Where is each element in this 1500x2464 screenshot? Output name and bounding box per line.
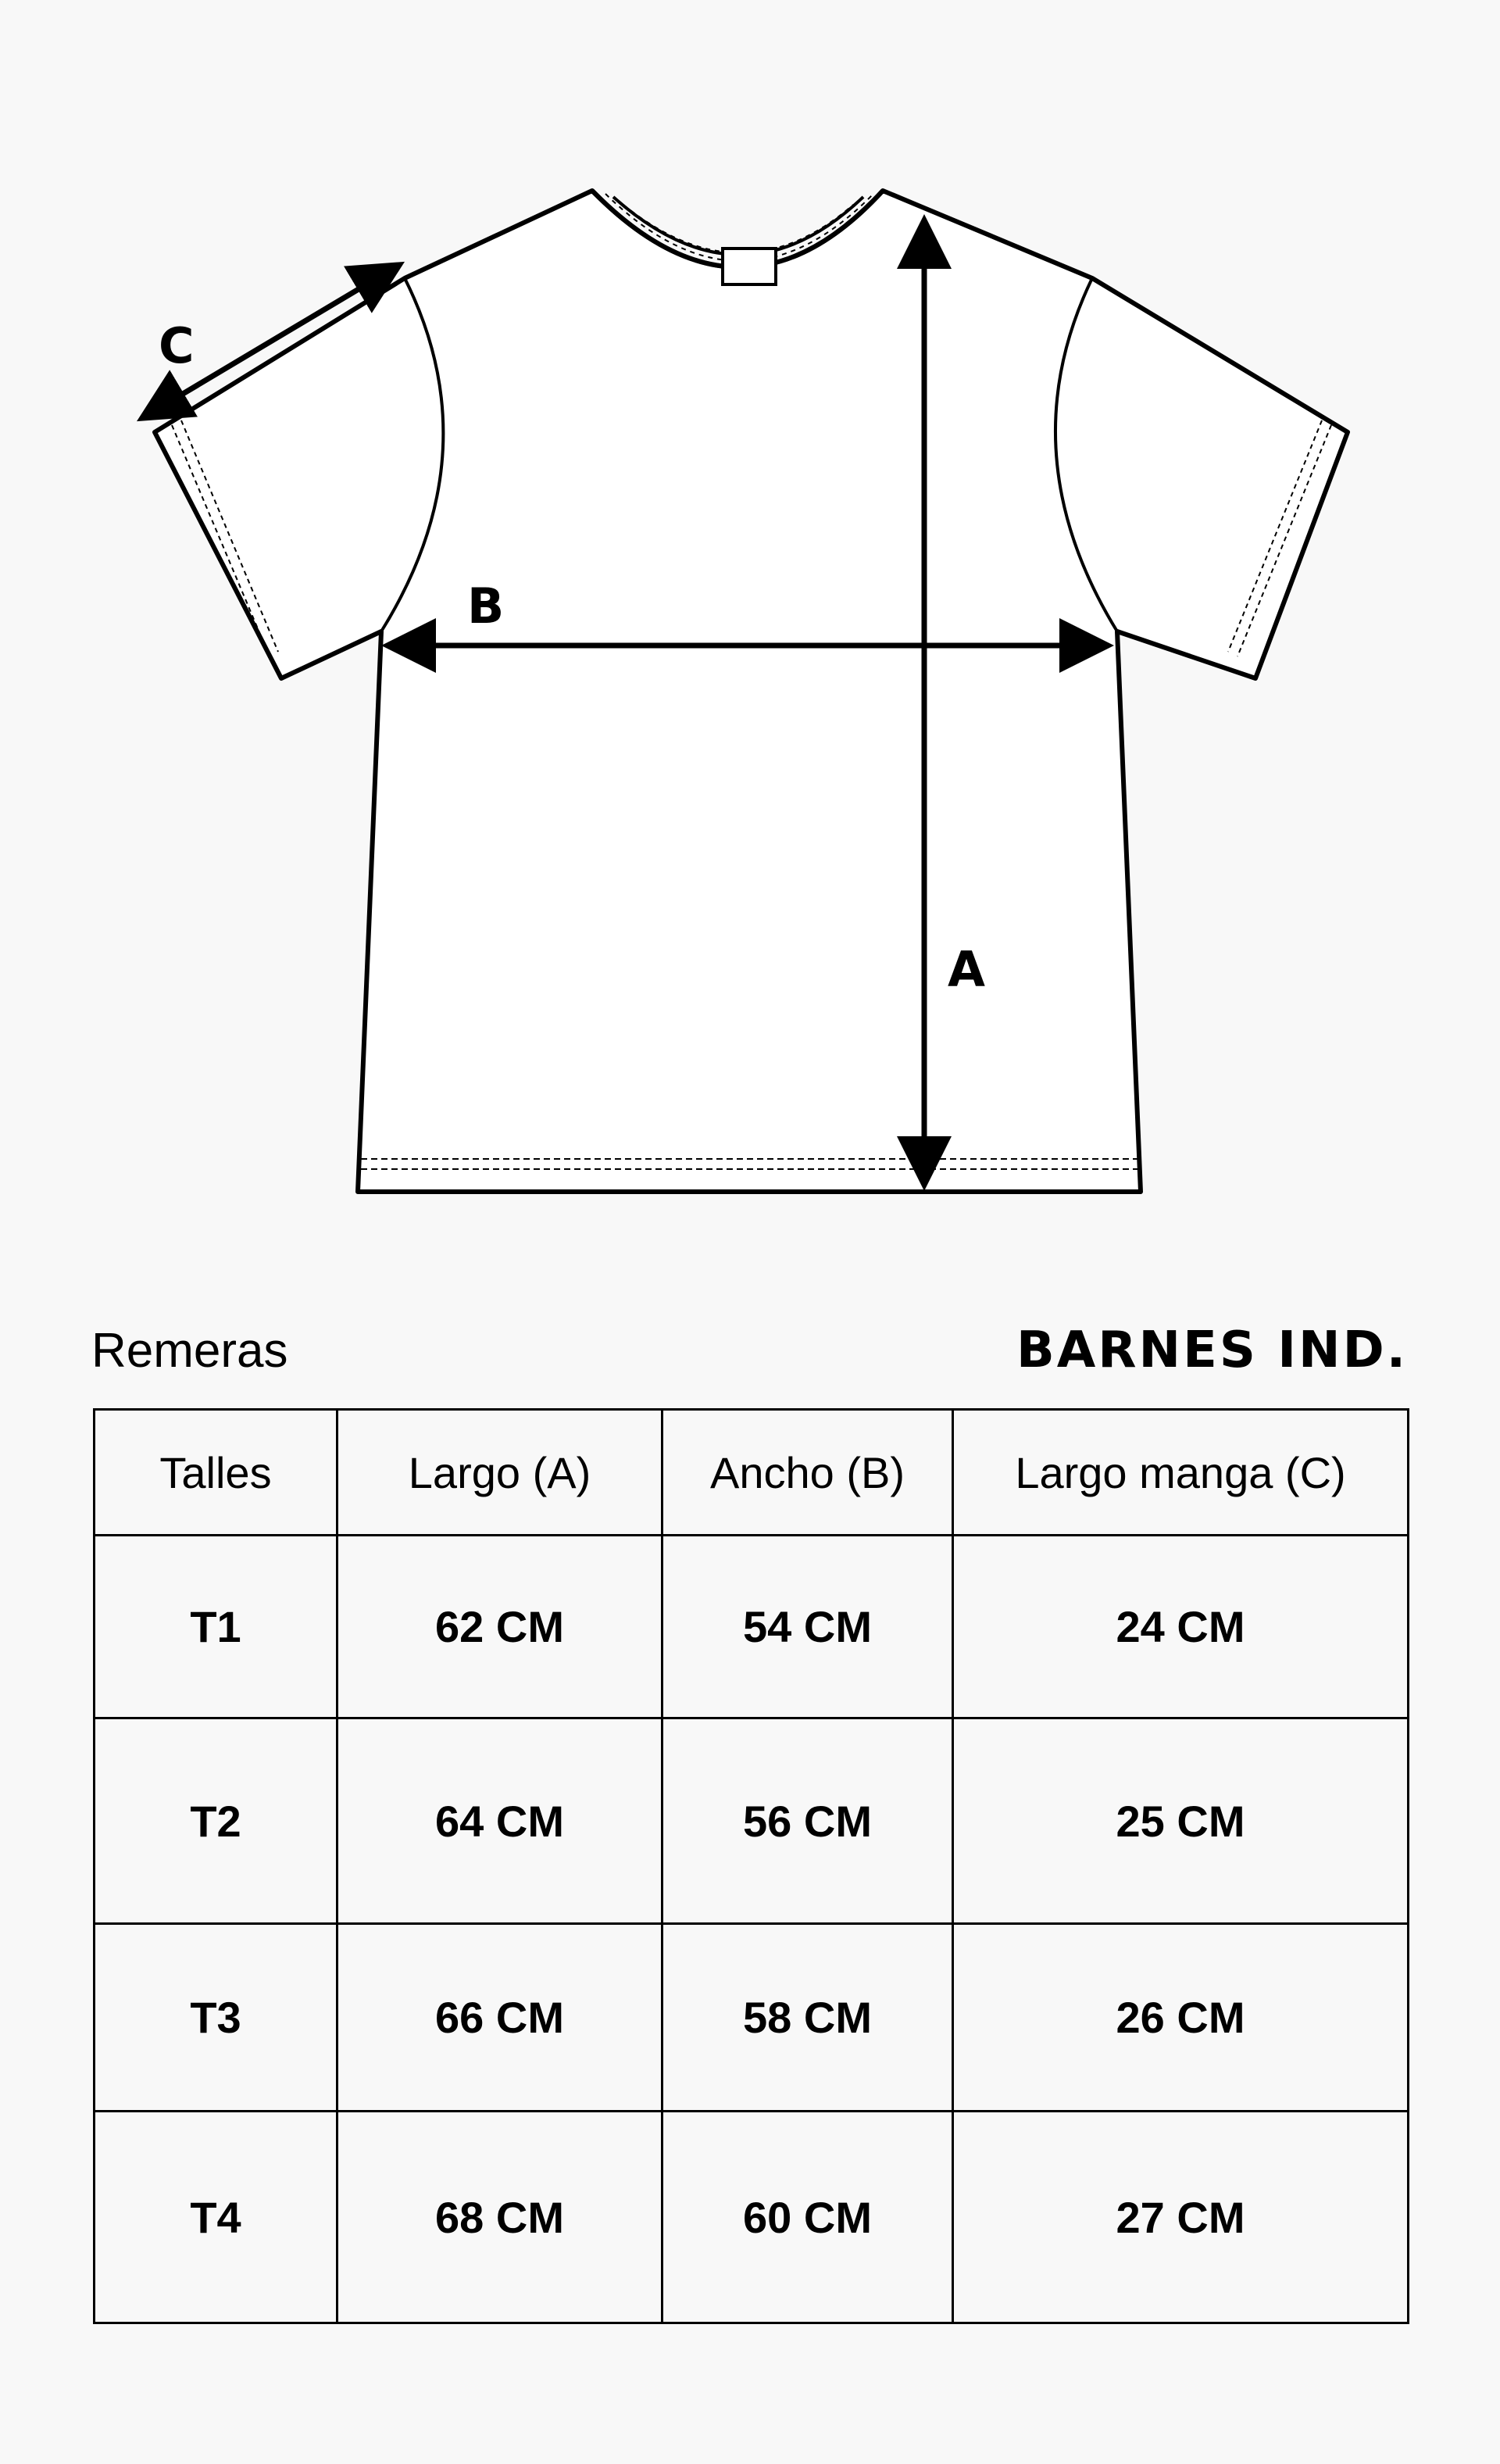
tshirt-outline bbox=[155, 191, 1348, 1192]
cell-size: T2 bbox=[95, 1718, 338, 1924]
section-title: Remeras bbox=[91, 1324, 288, 1378]
cell-width: 56 CM bbox=[662, 1718, 953, 1924]
cell-width: 54 CM bbox=[662, 1536, 953, 1718]
column-header-sleeve-length: Largo manga (C) bbox=[953, 1410, 1409, 1536]
cell-sleeve-length: 27 CM bbox=[953, 2112, 1409, 2323]
brand-name: BARNES IND. bbox=[1016, 1321, 1408, 1379]
cell-size: T3 bbox=[95, 1924, 338, 2112]
cell-length: 68 CM bbox=[338, 2112, 662, 2323]
cell-sleeve-length: 24 CM bbox=[953, 1536, 1409, 1718]
column-header-size: Talles bbox=[95, 1410, 338, 1536]
cell-sleeve-length: 26 CM bbox=[953, 1924, 1409, 2112]
label-b: B bbox=[467, 578, 505, 635]
label-c: C bbox=[159, 317, 195, 374]
column-header-width: Ancho (B) bbox=[662, 1410, 953, 1536]
cell-size: T4 bbox=[95, 2112, 338, 2323]
table-row bbox=[95, 1536, 1409, 1718]
table-row bbox=[95, 2112, 1409, 2323]
cell-width: 60 CM bbox=[662, 2112, 953, 2323]
cell-length: 62 CM bbox=[338, 1536, 662, 1718]
cell-width: 58 CM bbox=[662, 1924, 953, 2112]
table-header-row bbox=[95, 1410, 1409, 1536]
size-table bbox=[93, 1408, 1409, 2324]
table-row bbox=[95, 1924, 1409, 2112]
table-row bbox=[95, 1718, 1409, 1924]
label-a: A bbox=[948, 941, 985, 998]
neck-label bbox=[723, 249, 776, 284]
cell-length: 64 CM bbox=[338, 1718, 662, 1924]
cell-sleeve-length: 25 CM bbox=[953, 1718, 1409, 1924]
column-header-length: Largo (A) bbox=[338, 1410, 662, 1536]
cell-length: 66 CM bbox=[338, 1924, 662, 2112]
cell-size: T1 bbox=[95, 1536, 338, 1718]
